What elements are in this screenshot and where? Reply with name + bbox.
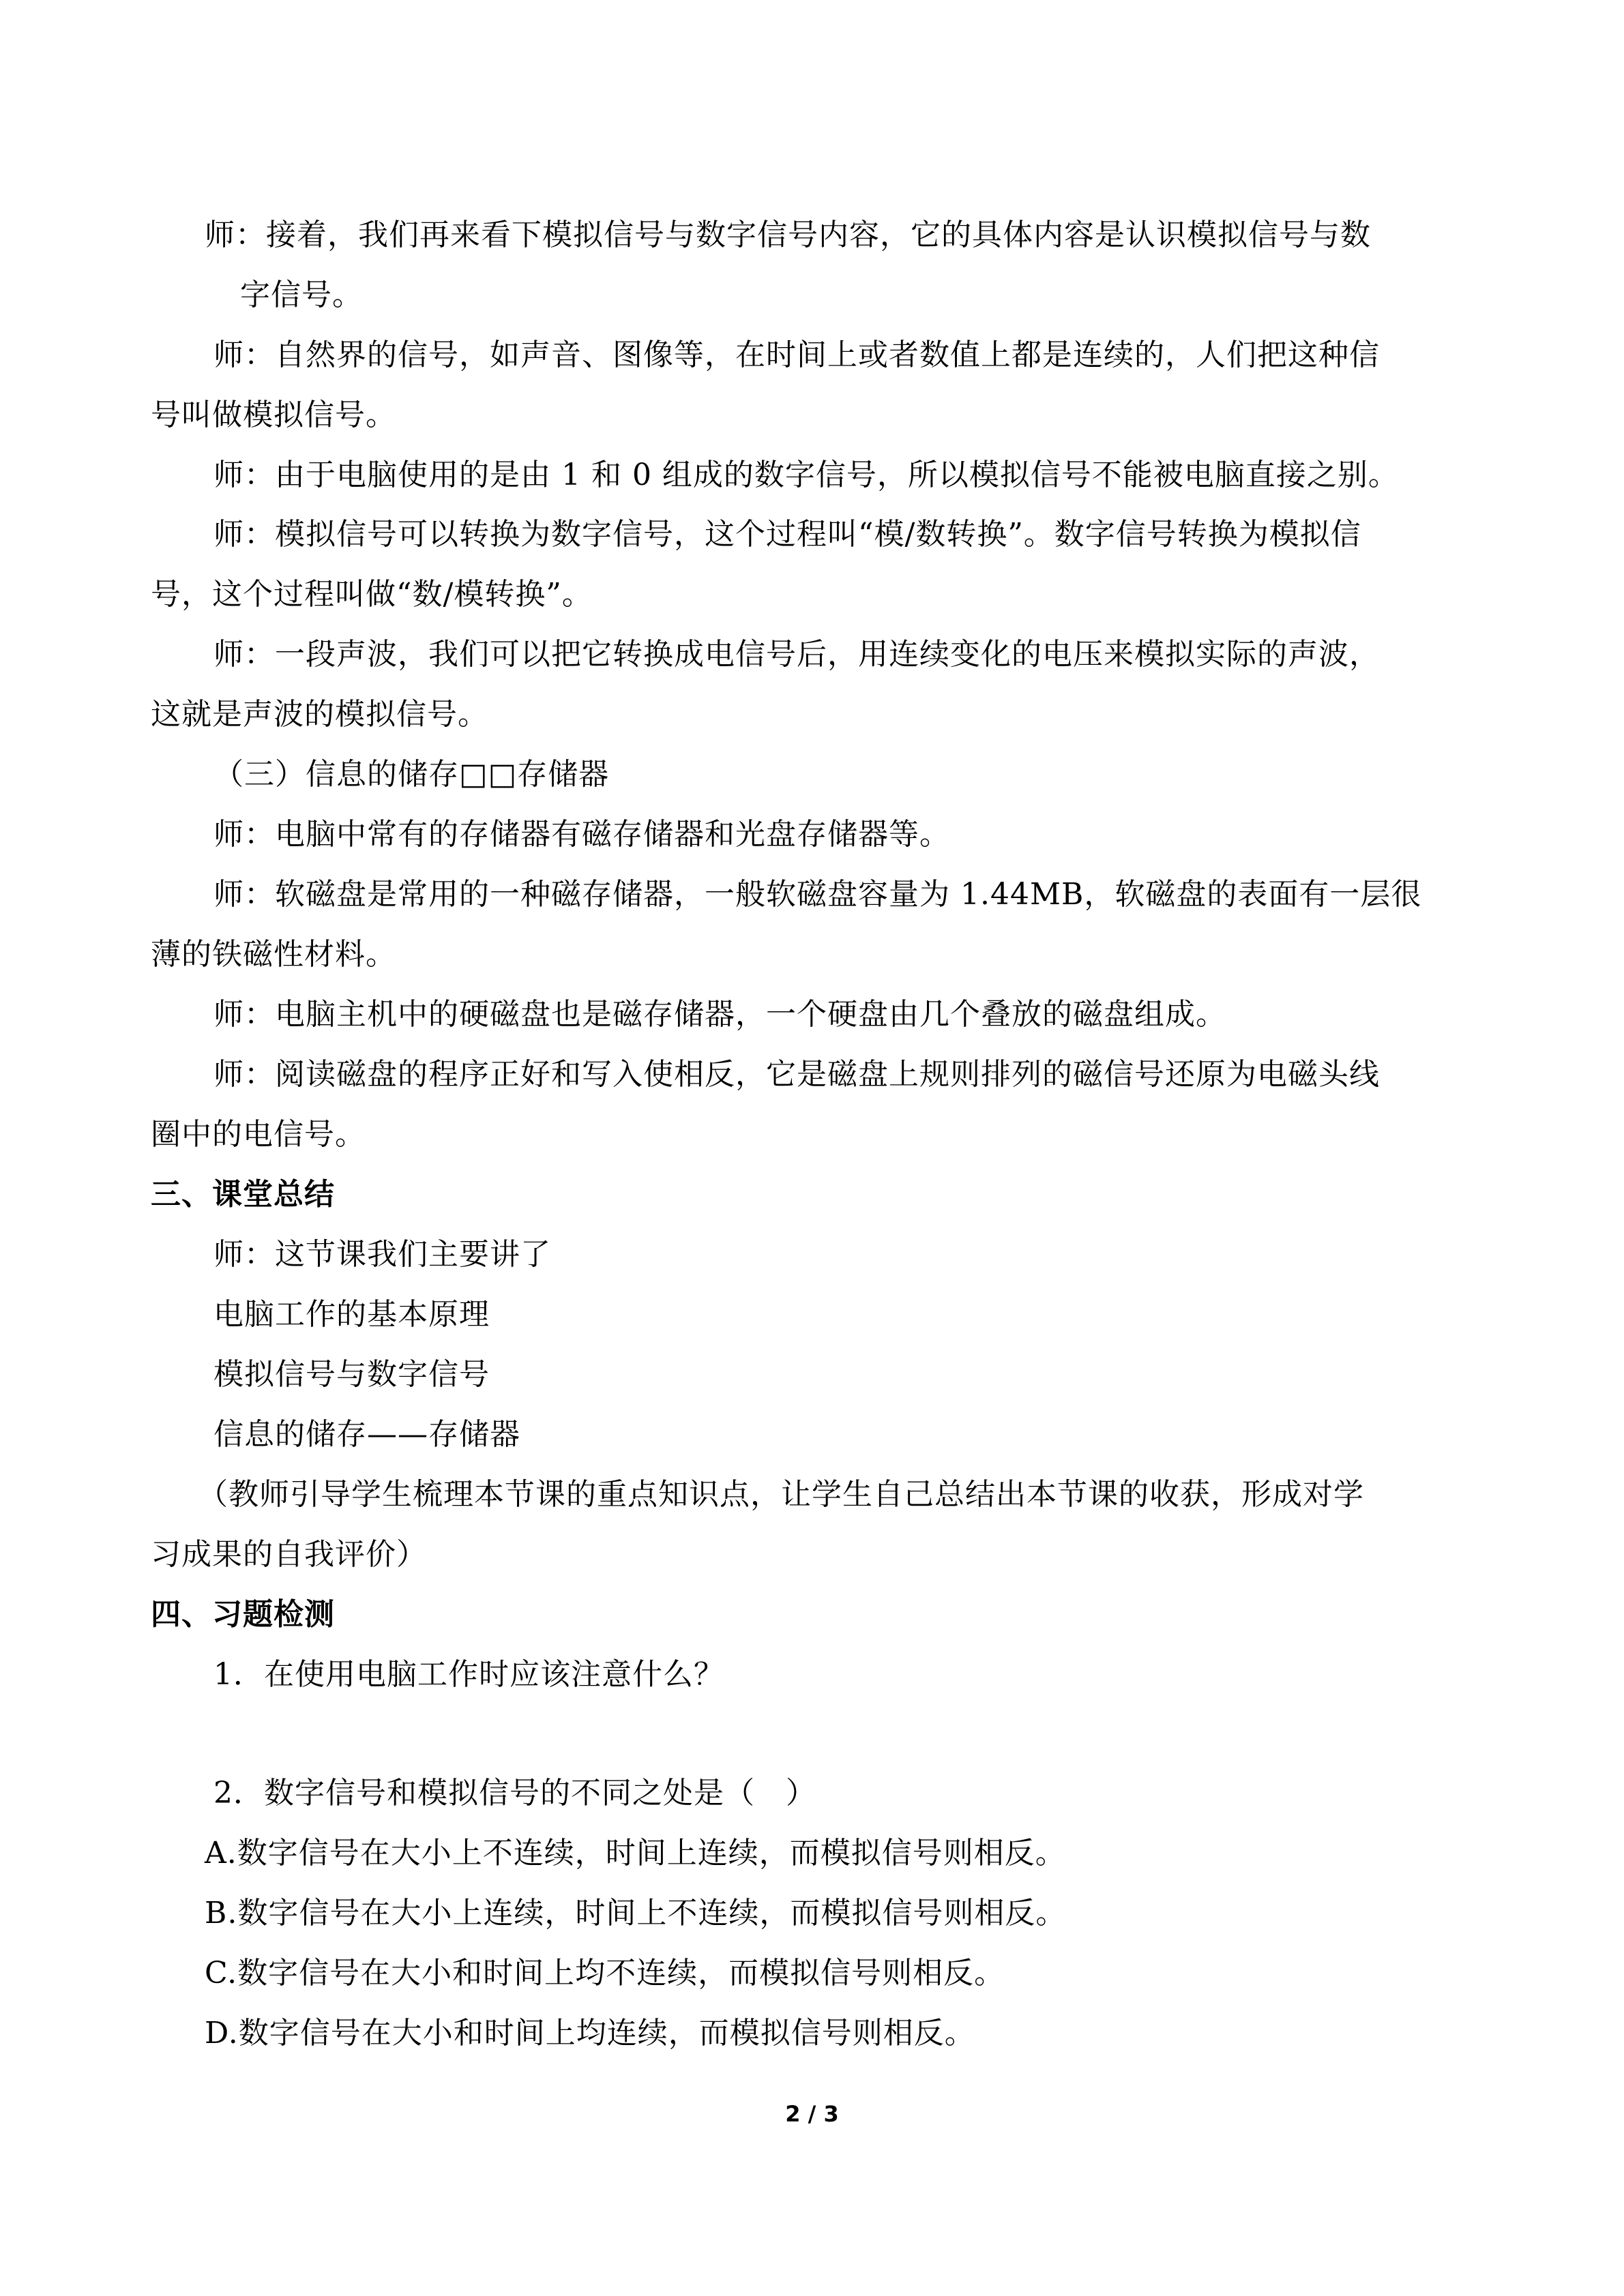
option-a: A.数字信号在大小上不连续，时间上连续，而模拟信号则相反。	[205, 1836, 1066, 1870]
page-number: 2 / 3	[785, 2101, 839, 2127]
summary-item: 电脑工作的基本原理	[213, 1297, 490, 1332]
paragraph-line: 薄的铁磁性材料。	[151, 937, 396, 972]
paragraph-line: 字信号。	[240, 278, 363, 312]
section-heading-summary: 三、课堂总结	[151, 1177, 335, 1212]
paragraph-line: 号叫做模拟信号。	[151, 398, 396, 432]
paragraph-line: 号，这个过程叫做“数/模转换”。	[151, 577, 593, 612]
paragraph-line: 师：电脑主机中的硬磁盘也是磁存储器，一个硬盘由几个叠放的磁盘组成。	[213, 997, 1226, 1032]
paragraph-line: 习成果的自我评价）	[151, 1537, 427, 1572]
paragraph-line: 师：接着，我们再来看下模拟信号与数字信号内容，它的具体内容是认识模拟信号与数	[205, 218, 1371, 252]
option-d: D.数字信号在大小和时间上均连续，而模拟信号则相反。	[205, 2016, 975, 2051]
summary-item: 信息的储存——存储器	[213, 1417, 520, 1452]
paragraph-line: 这就是声波的模拟信号。	[151, 697, 488, 732]
paragraph-line: 师：电脑中常有的存储器有磁存储器和光盘存储器等。	[213, 817, 950, 852]
question-1: 1．在使用电脑工作时应该注意什么？	[213, 1657, 724, 1692]
section-heading-exercises: 四、习题检测	[151, 1597, 335, 1632]
summary-item: 模拟信号与数字信号	[213, 1357, 490, 1392]
paragraph-line: 师：自然界的信号，如声音、图像等，在时间上或者数值上都是连续的，人们把这种信	[213, 338, 1380, 372]
paragraph-line: （教师引导学生梳理本节课的重点知识点，让学生自己总结出本节课的收获，形成对学	[198, 1477, 1364, 1512]
option-c: C.数字信号在大小和时间上均不连续，而模拟信号则相反。	[205, 1956, 1005, 1991]
paragraph-line: 师：由于电脑使用的是由 1 和 0 组成的数字信号，所以模拟信号不能被电脑直接之别。	[213, 458, 1399, 492]
paragraph-line: 师：阅读磁盘的程序正好和写入使相反，它是磁盘上规则排列的磁信号还原为电磁头线	[213, 1057, 1380, 1092]
option-b: B.数字信号在大小上连续，时间上不连续，而模拟信号则相反。	[205, 1896, 1067, 1930]
paragraph-line: 圈中的电信号。	[151, 1117, 366, 1152]
paragraph-line: 师：软磁盘是常用的一种磁存储器，一般软磁盘容量为 1.44MB，软磁盘的表面有一层很	[213, 877, 1422, 912]
paragraph-line: 师：模拟信号可以转换为数字信号，这个过程叫“模/数转换”。数字信号转换为模拟信	[213, 517, 1361, 552]
section-subheading: （三）信息的储存□□存储器	[213, 757, 610, 792]
paragraph-line: 师：一段声波，我们可以把它转换成电信号后，用连续变化的电压来模拟实际的声波，	[213, 637, 1380, 672]
paragraph-line: 师：这节课我们主要讲了	[213, 1237, 551, 1272]
question-2: 2．数字信号和模拟信号的不同之处是（ ）	[213, 1776, 816, 1810]
